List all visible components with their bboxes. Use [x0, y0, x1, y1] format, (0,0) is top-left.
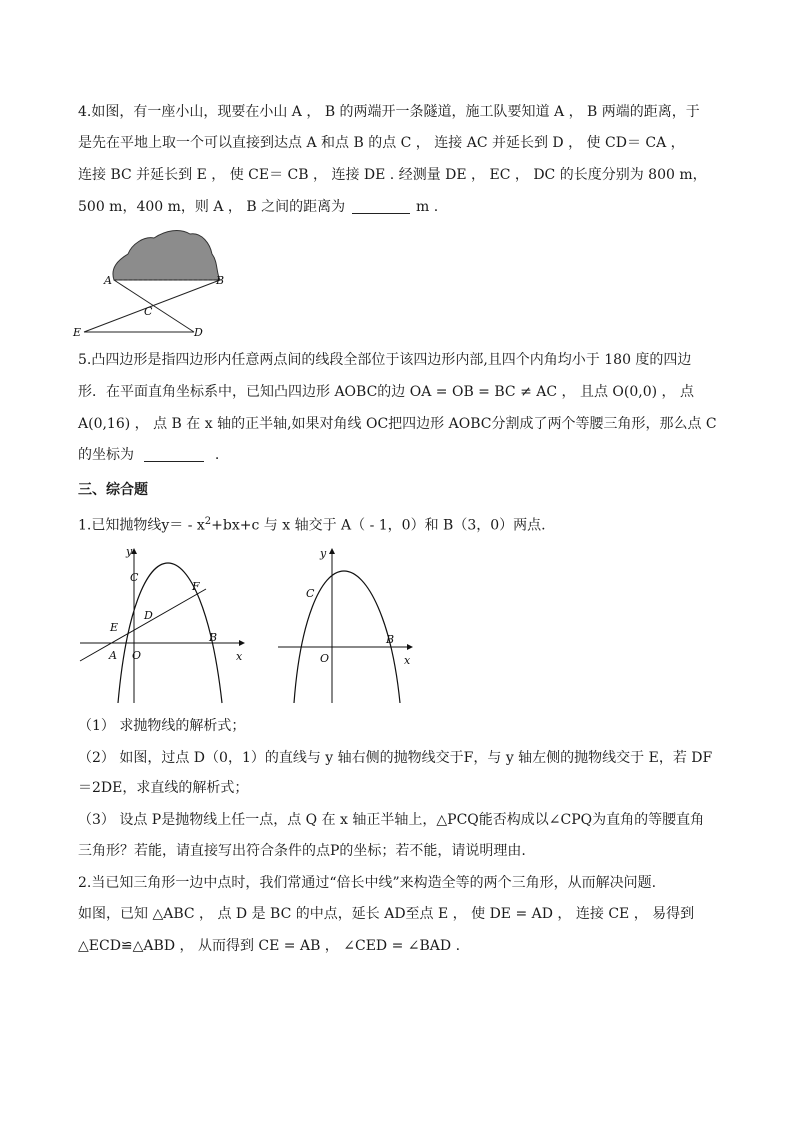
- p4-line4-unit: m .: [416, 199, 439, 215]
- p5-line4-text: 的坐标为: [78, 447, 134, 463]
- fig2-y-label: y: [320, 547, 327, 560]
- c2-line1: 2.当已知三角形一边中点时，我们常通过“倍长中线”来构造全等的两个三角形，从而解决问题.: [78, 875, 657, 891]
- fig1-c-label: C: [130, 571, 139, 584]
- fig1-x-label: x: [236, 650, 243, 663]
- fig1-e-label: E: [110, 621, 119, 634]
- fig2-x-label: x: [404, 654, 411, 667]
- parabola-figure-1: [76, 543, 251, 713]
- fig1-b-label: B: [209, 631, 218, 644]
- answer-blank-5[interactable]: [144, 447, 204, 462]
- segment-ad: [114, 280, 194, 332]
- p4-line2: 是先在平地上取一个可以直接到达点 A 和点 B 的点 C ， 连接 AC 并延长到 D ， 使 CD＝ CA ，: [78, 135, 685, 151]
- c1-q2-b: ＝2DE，求直线的解析式；: [78, 780, 249, 796]
- label-b: B: [216, 274, 225, 287]
- line-ef: [80, 589, 206, 661]
- c1-q3-a: （3） 设点 P是抛物线上任一点，点 Q 在 x 轴正半轴上，△PCQ能否构成以∠CPQ为直角的等腰直角: [78, 812, 705, 828]
- label-a: A: [104, 274, 112, 287]
- parabola-figure-2: [274, 543, 424, 713]
- mountain-figure: [70, 222, 240, 342]
- fig2-o-label: O: [320, 652, 330, 665]
- c2-line2: 如图，已知 △ABC ， 点 D 是 BC 的中点，延长 AD至点 E ， 使 DE = AD ， 连接 CE ， 易得到: [78, 906, 695, 922]
- p4-line4: [78, 198, 438, 216]
- p4-line3: 连接 BC 并延长到 E ， 使 CE＝ CB ， 连接 DE . 经测量 DE ， EC ， DC 的长度分别为 800 m，: [78, 167, 707, 183]
- p5-line1: 5.凸四边形是指四边形内任意两点间的线段全部位于该四边形内部,且四个内角均小于 180 度的四边: [78, 352, 692, 368]
- answer-blank-4[interactable]: [352, 199, 410, 214]
- fig2-c-label: C: [306, 587, 315, 600]
- p5-line4: [78, 446, 219, 464]
- label-d: D: [194, 326, 203, 339]
- c2-line3: △ECD≌△ABD ， 从而得到 CE = AB ， ∠CED = ∠BAD .: [78, 938, 461, 954]
- c1-intro: [78, 513, 546, 535]
- c1-q2-a: （2） 如图，过点 D（0，1）的直线与 y 轴右侧的抛物线交于F，与 y 轴左侧的抛物线交于 E，若 DF: [78, 750, 713, 766]
- fig1-d-label: D: [144, 609, 153, 622]
- section-heading: 三、综合题: [78, 482, 148, 498]
- c1-intro-sup: 2: [204, 516, 212, 527]
- p4-line4-text: 500 m，400 m，则 A ， B 之间的距离为: [78, 199, 346, 215]
- label-c: C: [144, 305, 153, 318]
- p5-line3: A(0,16) ， 点 B 在 x 轴的正半轴,如果对角线 OC把四边形 AOBC分割成了两个等腰三角形，那么点 C: [78, 416, 717, 432]
- fig1-a-label: A: [109, 649, 117, 662]
- fig1-y-label: y: [126, 545, 133, 558]
- fig1-f-label: F: [192, 580, 200, 593]
- c1-intro-b: +bx+c 与 x 轴交于 A（ - 1，0）和 B（3，0）两点.: [211, 517, 546, 534]
- fig2-b-label: B: [386, 633, 395, 646]
- p4-line1: 4.如图，有一座小山，现要在小山 A ， B 的两端开一条隧道，施工队要知道 A ， B 两端的距离，于: [78, 104, 700, 120]
- c1-q1: （1） 求抛物线的解析式；: [78, 718, 246, 734]
- mountain-shape: [113, 231, 220, 280]
- p5-line2: 形．在平面直角坐标系中，已知凸四边形 AOBC的边 OA = OB = BC ≠ AC ， 且点 O(0,0) ， 点: [78, 384, 694, 400]
- label-e: E: [73, 326, 82, 339]
- c1-intro-a: 1.已知抛物线y＝ - x: [78, 517, 205, 534]
- fig1-o-label: O: [132, 649, 142, 662]
- c1-q3-b: 三角形？若能，请直接写出符合条件的点P的坐标；若不能，请说明理由.: [78, 843, 526, 859]
- p5-line4-end: .: [214, 447, 220, 463]
